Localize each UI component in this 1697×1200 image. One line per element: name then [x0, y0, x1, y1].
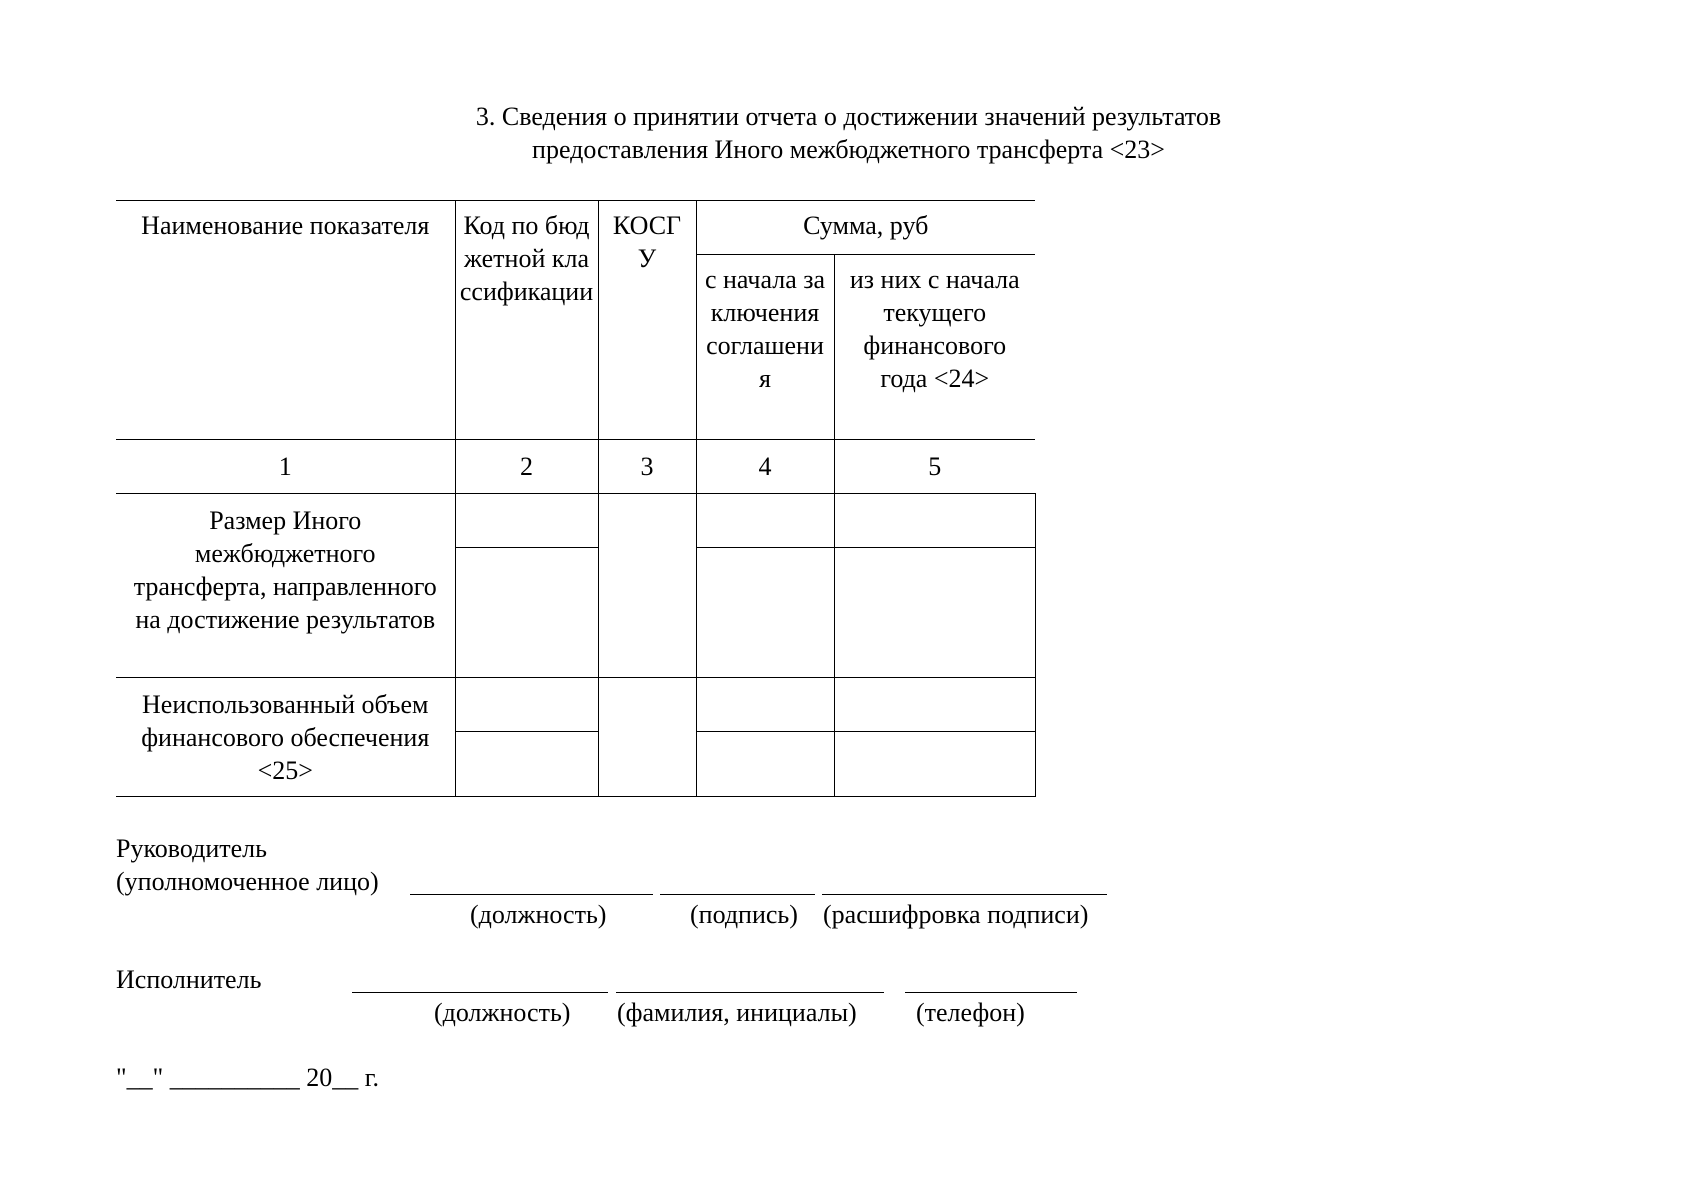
- report-acceptance-table: [116, 200, 1036, 797]
- head-label-line2: (уполномоченное лицо): [116, 867, 379, 896]
- cell-transfer-since-year-b: [834, 548, 1035, 678]
- column-number-3: 3: [598, 440, 696, 494]
- head-position-line[interactable]: [410, 894, 653, 895]
- column-number-4: 4: [696, 440, 834, 494]
- header-kosgu: КОСГУ: [598, 201, 696, 440]
- cell-unused-since-agreement-a: [696, 678, 834, 732]
- column-number-1: 1: [116, 440, 455, 494]
- executor-name-line[interactable]: [616, 992, 884, 993]
- row-unused-label: Неиспользованный объем финансового обеспечения <25>: [116, 678, 455, 797]
- column-number-5: 5: [834, 440, 1035, 494]
- executor-caption-phone: (телефон): [916, 998, 1025, 1027]
- cell-transfer-since-year-a: [834, 494, 1035, 548]
- head-caption-signature: (подпись): [690, 900, 798, 929]
- head-label-line1: Руководитель: [116, 834, 267, 863]
- header-since-agreement: с начала заключения соглашения: [696, 255, 834, 440]
- cell-transfer-kosgu: [598, 494, 696, 678]
- cell-unused-since-agreement-b: [696, 732, 834, 797]
- executor-phone-line[interactable]: [905, 992, 1077, 993]
- date-line[interactable]: "__" __________ 20__ г.: [116, 1063, 379, 1092]
- executor-label: Исполнитель: [116, 965, 262, 994]
- cell-unused-code-b: [455, 732, 598, 797]
- header-since-year: из них с начала текущего финансового года <24>: [834, 255, 1035, 440]
- executor-caption-position: (должность): [434, 998, 571, 1027]
- executor-position-line[interactable]: [352, 992, 608, 993]
- column-number-2: 2: [455, 440, 598, 494]
- cell-unused-kosgu: [598, 678, 696, 797]
- cell-transfer-since-agreement-a: [696, 494, 834, 548]
- header-sum-group: Сумма, руб: [696, 201, 1035, 255]
- cell-transfer-code-b: [455, 548, 598, 678]
- cell-unused-code-a: [455, 678, 598, 732]
- section-title: [0, 100, 1697, 166]
- cell-transfer-since-agreement-b: [696, 548, 834, 678]
- executor-caption-name: (фамилия, инициалы): [617, 998, 857, 1027]
- section-title-line2: предоставления Иного межбюджетного трансферта <23>: [532, 135, 1165, 164]
- header-budget-code: Код по бюджетной классификации: [455, 201, 598, 440]
- section-title-line1: 3. Сведения о принятии отчета о достижении значений результатов: [475, 102, 1222, 131]
- head-caption-position: (должность): [470, 900, 607, 929]
- cell-transfer-code-a: [455, 494, 598, 548]
- head-caption-decode: (расшифровка подписи): [823, 900, 1089, 929]
- row-transfer-label: Размер Иного межбюджетного трансферта, направленного на достижение результатов: [116, 494, 455, 678]
- header-indicator-name: Наименование показателя: [116, 201, 455, 440]
- cell-unused-since-year-b: [834, 732, 1035, 797]
- head-signature-line[interactable]: [660, 894, 815, 895]
- cell-unused-since-year-a: [834, 678, 1035, 732]
- head-decode-line[interactable]: [822, 894, 1107, 895]
